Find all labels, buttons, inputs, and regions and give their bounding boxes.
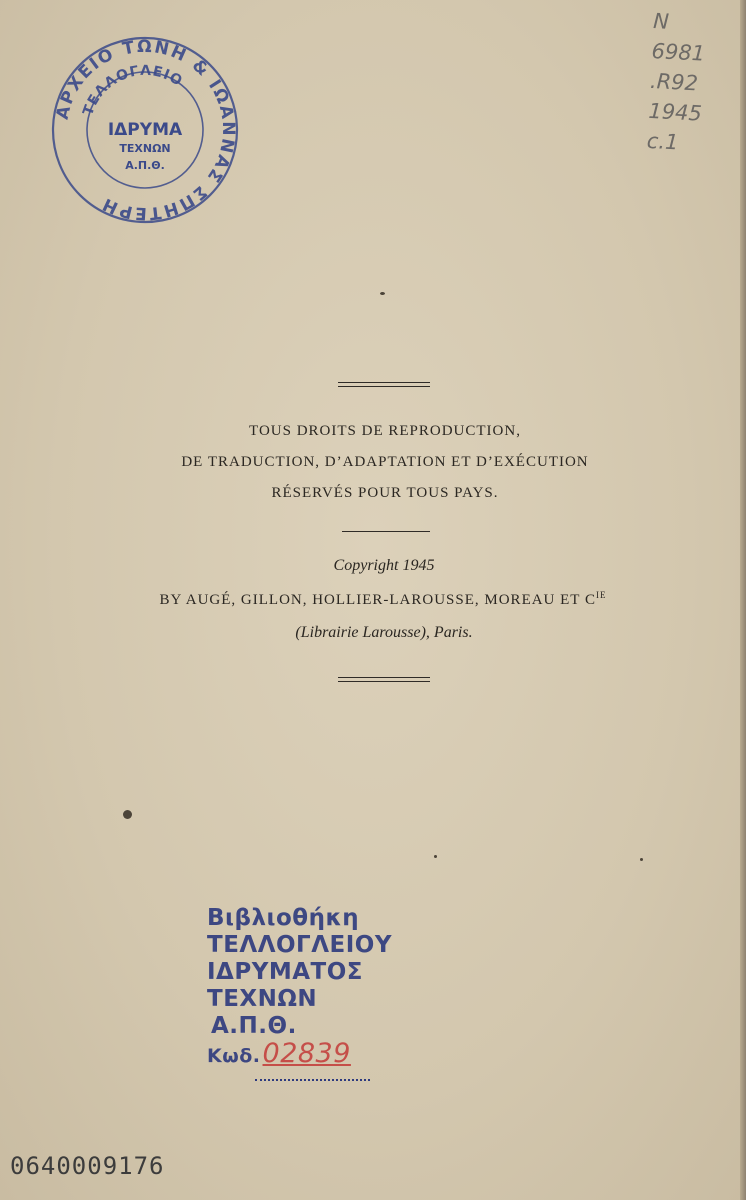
stamp-center-line2: ΤΕΧΝΩΝ	[119, 142, 171, 155]
copyright-superscript: IE	[595, 590, 607, 600]
pencil-line: 1945	[647, 98, 703, 126]
ornamental-rule-bottom	[338, 677, 430, 682]
stamp-upper-text: ΤΕΛΛΟΓΛΕΙΟ	[80, 62, 186, 118]
library-stamp-line1: Βιβλιοθήκη	[207, 905, 360, 931]
rights-line-3: RÉSERVÉS POUR TOUS PAYS.	[271, 485, 499, 501]
library-stamp-code-row	[207, 1040, 397, 1070]
round-stamp	[50, 35, 240, 225]
stamp-dotted-line	[255, 1079, 370, 1081]
pencil-line: 6981	[650, 38, 706, 66]
rights-line-2: DE TRADUCTION, D’ADAPTATION ET D’EXÉCUTION	[181, 454, 589, 470]
divider-rule	[342, 531, 430, 532]
library-stamp	[207, 905, 397, 1070]
pencil-line: N	[652, 9, 670, 34]
stamp-outer-text: ΑΡΧΕΙΟ ΤΩΝΗ & ΙΩΑΝΝΑΣ ΣΠΗΤΕΡΗ	[52, 36, 239, 224]
inventory-number: 0640009176	[10, 1152, 165, 1180]
library-stamp-code-number: 02839	[262, 1038, 351, 1069]
pencil-shelf-mark	[646, 6, 734, 160]
stamp-center-line3: Α.Π.Θ.	[125, 159, 165, 172]
stamp-center-line1: ΙΔΡΥΜΑ	[107, 120, 183, 140]
copyright-publishers: BY AUGÉ, GILLON, HOLLIER-LAROUSSE, MOREAU ET C	[159, 592, 596, 608]
paper-speck	[380, 292, 385, 295]
paper-speck	[434, 855, 437, 858]
library-stamp-line4: ΤΕΧΝΩΝ	[207, 986, 318, 1012]
copyright-line-2	[10, 592, 746, 609]
library-stamp-line5: Α.Π.Θ.	[211, 1013, 297, 1039]
rights-line-1: TOUS DROITS DE REPRODUCTION,	[249, 423, 521, 439]
pencil-line: c.1	[646, 128, 680, 155]
paper-speck	[640, 858, 643, 861]
library-stamp-code-label: Κωδ.	[207, 1045, 261, 1067]
library-stamp-line2: ΤΕΛΛΟΓΛΕΙΟΥ	[207, 932, 392, 958]
copyright-line-1: Copyright 1945	[333, 557, 435, 574]
library-stamp-line3: ΙΔΡΥΜΑΤΟΣ	[207, 959, 364, 985]
paper-speck	[123, 810, 132, 819]
pencil-line: .R92	[649, 68, 699, 96]
ornamental-rule-top	[338, 382, 430, 387]
copyright-line-3: (Librairie Larousse), Paris.	[295, 624, 473, 641]
